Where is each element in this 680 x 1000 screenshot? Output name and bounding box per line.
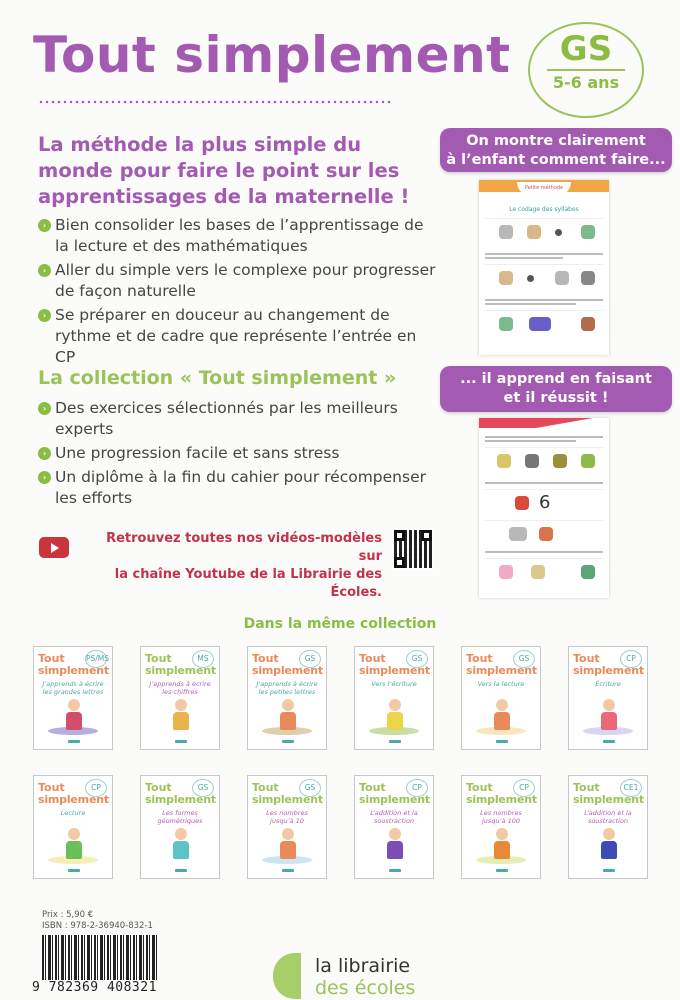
- book-title-line2: simplement: [38, 793, 109, 806]
- chevron-right-icon: ›: [38, 402, 51, 415]
- book-title-line1: Tout: [38, 652, 65, 665]
- hen-icon: [581, 317, 595, 331]
- book-title-line2: simplement: [573, 793, 644, 806]
- barcode: [42, 935, 158, 983]
- callout-learn: ... il apprend en faisant et il réussit !: [440, 366, 672, 412]
- book-card[interactable]: [140, 646, 220, 750]
- qr-finder: [394, 530, 405, 541]
- book-subtitle: Vers la lecture: [477, 680, 525, 688]
- cat-icon: [509, 527, 527, 541]
- faucet-icon: [525, 454, 539, 468]
- publisher-name-line2: des écoles: [315, 977, 416, 999]
- book-card[interactable]: [354, 646, 434, 750]
- barcode-number: 9 782369 408321: [30, 980, 160, 995]
- exercise-row: [485, 310, 603, 340]
- publisher-mark-icon: [603, 869, 615, 872]
- book-level-badge: GS: [406, 650, 428, 668]
- publisher-name-line1: la librairie: [315, 955, 411, 977]
- publisher-mark-icon: [282, 740, 294, 743]
- book-subtitle: L’addition et la soustraction: [370, 809, 418, 825]
- book-title-line1: Tout: [38, 781, 65, 794]
- bullet-item: › Des exercices sélectionnés par les meilleurs experts: [38, 398, 438, 440]
- book-subtitle: Les nombres jusqu’à 10: [266, 809, 308, 825]
- sample-page-exercise: [479, 418, 609, 598]
- cat-icon: [555, 271, 569, 285]
- child-illustration-icon: [599, 699, 619, 733]
- book-level-badge: CP: [406, 779, 428, 797]
- bullet-item: › Se préparer en douceur au changement de rythme et de cadre que représente l’entrée en CP: [38, 305, 438, 368]
- robot-icon: [497, 454, 511, 468]
- bullet-item: › Bien consolider les bases de l’apprentissage de la lecture et des mathématiques: [38, 215, 438, 257]
- bullet-item: › Aller du simple vers le complexe pour progresser de façon naturelle: [38, 260, 438, 302]
- child-illustration-icon: [64, 699, 84, 733]
- publisher-mark-icon: [603, 740, 615, 743]
- child-illustration-icon: [385, 828, 405, 862]
- book-subtitle: Les nombres jusqu’à 100: [480, 809, 522, 825]
- intro-lead: La méthode la plus simple du monde pour faire le point sur les apprentissages de la maternelle !: [38, 133, 410, 208]
- exercise-row: [485, 489, 603, 515]
- cat-icon: [499, 225, 513, 239]
- book-title-line2: simplement: [145, 664, 216, 677]
- publisher-mark-icon: [496, 740, 508, 743]
- book-card[interactable]: [33, 646, 113, 750]
- badge-divider: [547, 69, 625, 71]
- book-level-badge: CP: [513, 779, 535, 797]
- book-title-line2: simplement: [466, 793, 537, 806]
- publisher-mark-icon: [175, 869, 187, 872]
- truck-icon: [529, 317, 551, 331]
- level-badge: [528, 22, 644, 118]
- publisher-mark-icon: [496, 869, 508, 872]
- sample-page-method: [479, 180, 609, 355]
- book-title-line1: Tout: [573, 652, 600, 665]
- brush-icon: [553, 454, 567, 468]
- spider-icon: [555, 229, 562, 236]
- book-level-badge: GS: [299, 779, 321, 797]
- callout-show: On montre clairement à l’enfant comment faire...: [440, 128, 672, 172]
- book-title-line2: simplement: [252, 664, 323, 677]
- spider-icon: [527, 275, 534, 282]
- chevron-right-icon: ›: [38, 264, 51, 277]
- book-level-badge: CP: [620, 650, 642, 668]
- book-level-badge: GS: [299, 650, 321, 668]
- child-illustration-icon: [492, 699, 512, 733]
- qr-finder: [421, 530, 432, 541]
- rabbit-icon: [527, 225, 541, 239]
- exercise-row: [485, 447, 603, 477]
- number-six: 6: [539, 492, 551, 513]
- book-subtitle: Les formes géométriques: [157, 809, 203, 825]
- book-title-line1: Tout: [252, 652, 279, 665]
- level-label: GS: [559, 29, 613, 69]
- child-illustration-icon: [278, 699, 298, 733]
- publisher-logo-icon: [273, 953, 301, 999]
- page-title: Tout simplement: [33, 26, 511, 84]
- collection-title: La collection « Tout simplement »: [38, 367, 397, 389]
- book-title-line2: simplement: [466, 664, 537, 677]
- book-title-line2: simplement: [38, 664, 109, 677]
- collection-bullets: [38, 398, 438, 512]
- flowerpot-icon: [539, 527, 553, 541]
- book-subtitle: J’apprends à écrire les chiffres: [149, 680, 211, 696]
- rabbit-icon: [499, 271, 513, 285]
- faucet-icon: [581, 271, 595, 285]
- tree-icon: [581, 565, 595, 579]
- exercise-row: [485, 264, 603, 294]
- book-subtitle: J’apprends à écrire les petites lettres: [256, 680, 318, 696]
- book-level-badge: PS/MS: [85, 650, 107, 668]
- chameleon-icon: [581, 225, 595, 239]
- rabbit-icon: [531, 565, 545, 579]
- exercise-row: [485, 520, 603, 546]
- age-label: 5-6 ans: [552, 73, 620, 92]
- book-title-line1: Tout: [252, 781, 279, 794]
- book-subtitle: Vers l’écriture: [371, 680, 417, 688]
- child-illustration-icon: [171, 828, 191, 862]
- book-grid: [33, 646, 653, 879]
- book-title-line1: Tout: [145, 652, 172, 665]
- chevron-right-icon: ›: [38, 447, 51, 460]
- sample-page-tab: Petite méthode: [517, 182, 571, 196]
- intro-bullets: [38, 215, 438, 371]
- book-title-line1: Tout: [359, 652, 386, 665]
- book-card[interactable]: [140, 775, 220, 879]
- book-subtitle: Lecture: [60, 809, 86, 817]
- bullet-item: › Un diplôme à la fin du cahier pour récompenser les efforts: [38, 467, 438, 509]
- price: Prix : 5,90 €: [42, 910, 94, 920]
- chevron-right-icon: ›: [38, 471, 51, 484]
- book-card[interactable]: [568, 775, 648, 879]
- book-level-badge: GS: [192, 779, 214, 797]
- chevron-right-icon: ›: [38, 219, 51, 232]
- child-illustration-icon: [64, 828, 84, 862]
- exercise-row: [485, 558, 603, 580]
- chevron-right-icon: ›: [38, 309, 51, 322]
- isbn: ISBN : 978-2-36940-832-1: [42, 921, 153, 931]
- book-card[interactable]: [247, 775, 327, 879]
- bucket-icon: [515, 496, 529, 510]
- book-title-line2: simplement: [359, 793, 430, 806]
- youtube-promo-text[interactable]: Retrouvez toutes nos vidéos-modèles sur la chaîne Youtube de la Librairie des Écoles.: [106, 531, 382, 600]
- book-title-line1: Tout: [145, 781, 172, 794]
- book-title-line2: simplement: [573, 664, 644, 677]
- publisher-mark-icon: [68, 740, 80, 743]
- same-collection-title: Dans la même collection: [243, 616, 437, 632]
- book-title-line1: Tout: [466, 781, 493, 794]
- book-card[interactable]: [354, 775, 434, 879]
- book-subtitle: L’addition et la soustraction: [584, 809, 632, 825]
- youtube-play-icon[interactable]: [39, 537, 69, 558]
- book-title-line2: simplement: [359, 664, 430, 677]
- book-level-badge: MS: [192, 650, 214, 668]
- bullet-item: › Une progression facile et sans stress: [38, 443, 438, 464]
- sample-page-title: Le codage des syllabes: [509, 206, 579, 213]
- book-level-badge: CE1: [620, 779, 642, 797]
- book-card[interactable]: [568, 646, 648, 750]
- child-illustration-icon: [278, 828, 298, 862]
- publisher-mark-icon: [389, 740, 401, 743]
- book-title-line1: Tout: [359, 781, 386, 794]
- publisher-mark-icon: [175, 740, 187, 743]
- pig-icon: [499, 565, 513, 579]
- book-card[interactable]: [461, 646, 541, 750]
- chameleon-icon: [499, 317, 513, 331]
- book-title-line2: simplement: [252, 793, 323, 806]
- publisher-mark-icon: [389, 869, 401, 872]
- publisher-mark-icon: [282, 869, 294, 872]
- book-card[interactable]: [461, 775, 541, 879]
- publisher-mark-icon: [68, 869, 80, 872]
- exercise-row: [485, 218, 603, 248]
- child-illustration-icon: [599, 828, 619, 862]
- book-title-line2: simplement: [145, 793, 216, 806]
- book-level-badge: GS: [513, 650, 535, 668]
- bird-icon: [581, 454, 595, 468]
- book-subtitle: J’apprends à écrire les grandes lettres: [42, 680, 104, 696]
- child-illustration-icon: [385, 699, 405, 733]
- book-title-line1: Tout: [573, 781, 600, 794]
- qr-finder: [394, 557, 405, 568]
- price-isbn: [42, 910, 153, 932]
- child-illustration-icon: [171, 699, 191, 733]
- child-illustration-icon: [492, 828, 512, 862]
- book-card[interactable]: [33, 775, 113, 879]
- qr-code[interactable]: [392, 528, 434, 570]
- book-subtitle: Écriture: [595, 680, 621, 688]
- book-title-line1: Tout: [466, 652, 493, 665]
- book-level-badge: CP: [85, 779, 107, 797]
- book-card[interactable]: [247, 646, 327, 750]
- dotted-divider: [38, 100, 392, 104]
